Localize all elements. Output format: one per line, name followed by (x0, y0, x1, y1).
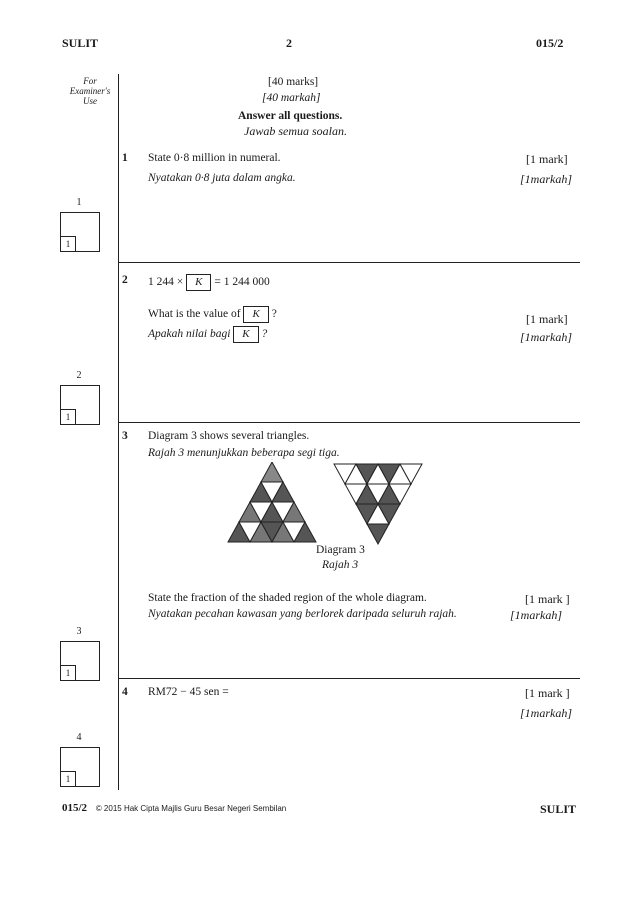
question-separator (118, 262, 580, 263)
triangles-diagram (226, 462, 434, 552)
inverted-triangle (334, 464, 422, 544)
examiner-mark-box (60, 747, 100, 787)
question-text-ms: Nyatakan pecahan kawasan yang berlorek daripada seluruh rajah. (148, 608, 457, 620)
diagram-caption-en: Diagram 3 (316, 544, 365, 556)
mark-en: [1 mark] (526, 312, 568, 326)
diagram-caption-ms: Rajah 3 (322, 559, 359, 571)
question-text-ms (148, 326, 267, 343)
mark-en: [1 mark ] (525, 592, 570, 606)
examiner-mark-box (60, 641, 100, 681)
max-mark-cell: 1 (61, 771, 76, 786)
max-mark-cell: 1 (61, 236, 76, 251)
footer-code: 015/2 (62, 802, 88, 814)
upright-triangle (228, 462, 316, 542)
k-box: K (243, 306, 268, 323)
mark-en: [1 mark ] (525, 686, 570, 700)
mark-ms: [1markah] (520, 330, 573, 344)
total-marks-ms: [40 markah] (262, 92, 321, 104)
question-text-en: State 0·8 million in numeral. (148, 152, 281, 164)
side-question-number: 1 (76, 197, 82, 208)
examiner-mark-box (60, 212, 100, 252)
question-text-part: What is the value of (148, 308, 241, 320)
footer-copyright: © 2015 Hak Cipta Majlis Guru Besar Negeri Sembilan (95, 804, 287, 813)
instruction-ms: Jawab semua soalan. (244, 124, 347, 138)
k-box: K (233, 326, 258, 343)
k-box: K (186, 274, 211, 291)
question-text-ms: Rajah 3 menunjukkan beberapa segi tiga. (148, 447, 340, 459)
page-number: 2 (286, 36, 292, 50)
footer-sulit: SULIT (540, 802, 577, 816)
footer (62, 802, 286, 814)
question-number: 3 (122, 430, 128, 442)
question-text-en: RM72 − 45 sen = (148, 686, 229, 698)
examiner-line: For (83, 76, 97, 86)
side-question-number: 3 (76, 626, 82, 637)
equation-left: 1 244 × (148, 276, 184, 288)
mark-en: [1 mark] (526, 152, 568, 166)
question-number: 1 (122, 152, 128, 164)
question-number: 2 (122, 274, 128, 286)
paper-code: 015/2 (536, 36, 564, 50)
side-question-number: 2 (76, 370, 82, 381)
question-separator (118, 422, 580, 423)
max-mark-cell: 1 (61, 409, 76, 424)
header-sulit: SULIT (62, 36, 99, 50)
question-text-en: Diagram 3 shows several triangles. (148, 430, 310, 442)
examiner-line: Examiner's (69, 86, 111, 96)
total-marks-en: [40 marks] (268, 76, 319, 88)
side-question-number: 4 (76, 732, 82, 743)
equation-right: = 1 244 000 (214, 276, 270, 288)
max-mark-cell: 1 (61, 665, 76, 680)
question-text-part: ? (261, 328, 268, 340)
question-text-ms: Nyatakan 0·8 juta dalam angka. (148, 172, 296, 184)
question-text-part: Apakah nilai bagi (148, 328, 231, 340)
question-text-en (148, 306, 277, 323)
question-separator (118, 678, 580, 679)
question-number: 4 (122, 686, 128, 698)
mark-ms: [1markah] (520, 172, 573, 186)
mark-ms: [1markah] (510, 608, 563, 622)
question-text-en: State the fraction of the shaded region of the whole diagram. (148, 592, 427, 604)
mark-ms: [1markah] (520, 706, 573, 720)
instruction-en: Answer all questions. (238, 110, 343, 122)
question-text-part: ? (271, 308, 277, 320)
examiner-line: Use (83, 96, 97, 106)
margin-divider (118, 74, 119, 790)
equation (148, 274, 270, 291)
examiner-mark-box (60, 385, 100, 425)
examiner-label (62, 76, 118, 106)
